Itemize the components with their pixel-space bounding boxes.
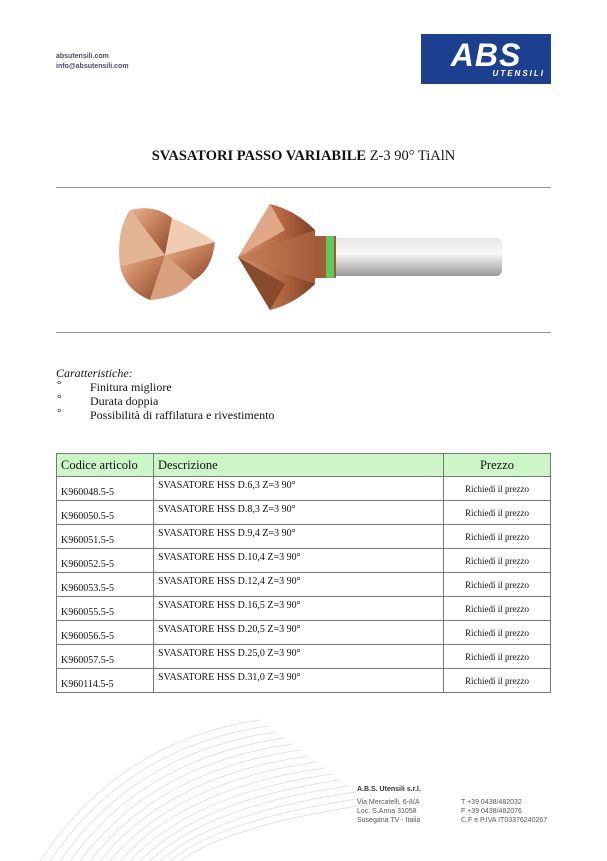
header-contact [56,52,129,72]
side-view [238,204,502,310]
table-row [57,597,551,621]
table-row [57,573,551,597]
footer-contacts [461,798,547,825]
feature-item [56,394,274,408]
cell-price[interactable]: Richiedi il prezzo [444,645,551,669]
address-line: Via Mercatelli, 6-8/A [357,799,420,806]
cell-price[interactable]: Richiedi il prezzo [444,501,551,525]
bullet: ° [57,393,62,405]
cell-description: SVASATORE HSS D.8,3 Z=3 90° [154,501,444,525]
feature-item [56,408,274,422]
table-row [57,477,551,501]
cell-code: K960055.5-5 [57,597,154,621]
cell-price[interactable]: Richiedi il prezzo [444,621,551,645]
feature-item [56,380,274,394]
cell-code: K960052.5-5 [57,549,154,573]
table-row [57,501,551,525]
cell-code: K960048.5-5 [57,477,154,501]
cell-code: K960056.5-5 [57,621,154,645]
fax-number: F +39 0438/482076 [461,808,522,815]
cell-code: K960050.5-5 [57,501,154,525]
top-divider [56,187,551,188]
cell-price[interactable]: Richiedi il prezzo [444,477,551,501]
cell-price[interactable]: Richiedi il prezzo [444,549,551,573]
header-description: Descrizione [154,454,444,477]
cell-price[interactable]: Richiedi il prezzo [444,525,551,549]
cell-code: K960057.5-5 [57,645,154,669]
cell-description: SVASATORE HSS D.16,5 Z=3 90° [154,597,444,621]
address-line: Loc. S.Anna 31058 [357,808,417,815]
website-link[interactable]: absutensili.com [56,53,109,60]
feature-text: Finitura migliore [90,380,172,394]
cell-description: SVASATORE HSS D.20,5 Z=3 90° [154,621,444,645]
cell-code: K960053.5-5 [57,573,154,597]
cell-price[interactable]: Richiedi il prezzo [444,597,551,621]
decorative-wave [0,700,607,861]
table-row [57,645,551,669]
company-name: A.B.S. Utensili s.r.l. [357,786,421,793]
footer-company [357,785,421,794]
abs-logo [421,34,551,84]
title-rest: Z-3 90° TiAlN [366,148,456,164]
table-row [57,669,551,693]
front-view [119,208,215,300]
vat-number: C.F e P.IVA IT03376240267 [461,817,548,824]
product-table [56,453,551,693]
table-row [57,621,551,645]
feature-text: Durata doppia [90,394,159,408]
logo-sub-text: UTENSILI [492,69,545,78]
cell-description: SVASATORE HSS D.25,0 Z=3 90° [154,645,444,669]
bullet: ° [57,407,62,419]
footer-address [357,798,420,825]
title-bold: SVASATORI PASSO VARIABILE [151,148,367,164]
table-row [57,549,551,573]
features-section [56,366,274,422]
bullet: ° [57,379,62,391]
product-image [110,200,510,315]
feature-text: Possibilità di raffilatura e rivestimento [90,408,275,422]
table-header-row [57,454,551,477]
header-price: Prezzo [444,454,551,477]
header-code: Codice articolo [57,454,154,477]
address-line: Susegana TV - Italia [357,817,421,824]
cell-description: SVASATORE HSS D.10,4 Z=3 90° [154,549,444,573]
cell-price[interactable]: Richiedi il prezzo [444,573,551,597]
cell-description: SVASATORE HSS D.31,0 Z=3 90° [154,669,444,693]
table-row [57,525,551,549]
cell-code: K960114.5-5 [57,669,154,693]
phone-number: T +39 0438/482032 [461,799,522,806]
email-link[interactable]: info@absutensili.com [56,63,129,70]
cell-description: SVASATORE HSS D.12,4 Z=3 90° [154,573,444,597]
cell-code: K960051.5-5 [57,525,154,549]
page-title [0,148,607,165]
bottom-divider [56,332,551,333]
features-heading: Caratteristiche: [56,366,133,380]
cell-price[interactable]: Richiedi il prezzo [444,669,551,693]
logo-main-text: ABS [450,37,522,73]
cell-description: SVASATORE HSS D.6,3 Z=3 90° [154,477,444,501]
cell-description: SVASATORE HSS D.9,4 Z=3 90° [154,525,444,549]
